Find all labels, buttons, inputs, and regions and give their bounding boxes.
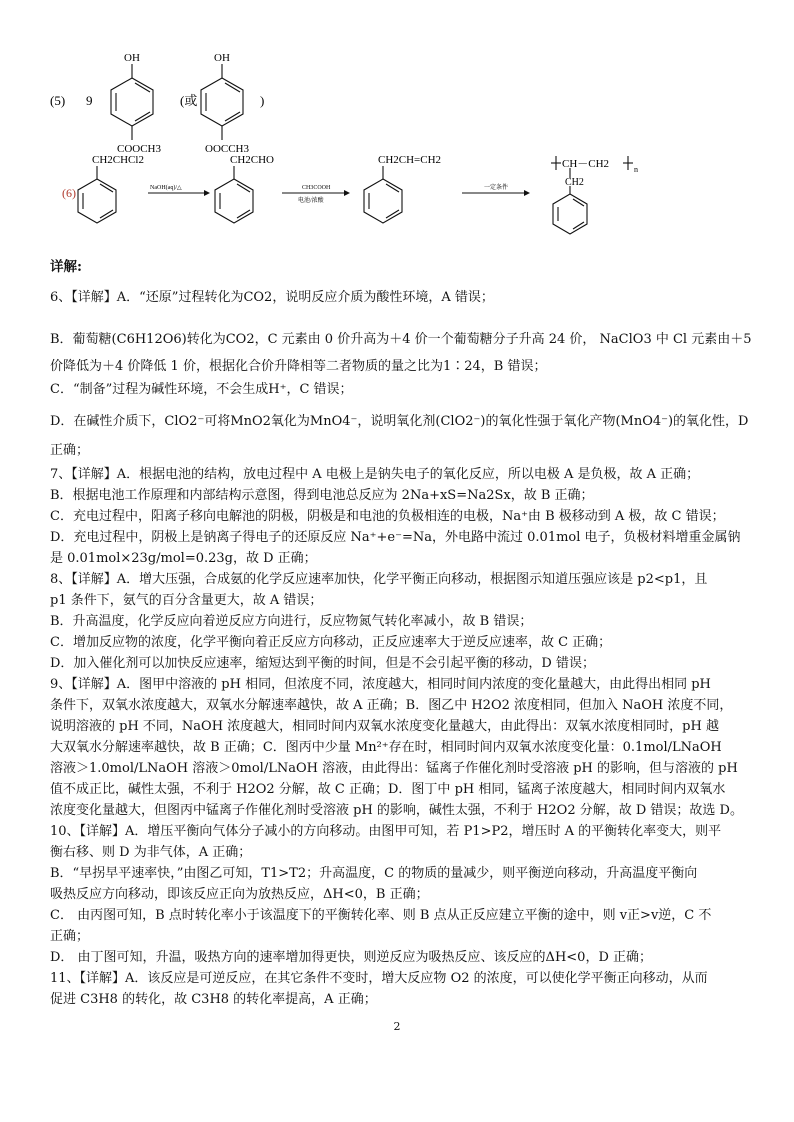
text-line-25: 衡右移、则 D 为非气体，A 正确； [50,845,252,860]
q5-answer: 9 [86,93,93,108]
arrow-1-head [204,190,210,196]
scheme-benzene-1 [78,166,116,223]
text-line-22: 值不成正比，碱性太强，不利于 H2O2 分解，故 C 正确；D．图丁中 pH 相同，锰离子浓度越大，相同时间内双氧水 [50,782,726,797]
text-line-13: p1 条件下，氨气的百分含量更大，故 A 错误； [50,593,323,608]
page-number: 2 [393,1020,401,1033]
text-line-3: 价降低为＋4 价降低 1 价，根据化合价升降相等二者物质的量之比为1∶24，B 错误； [50,359,547,374]
text-line-24: 10、【详解】A．增压平衡向气体分子减小的方向移动。由图甲可知，若 P1>P2，增压时 A 的平衡转化率变大，则平 [50,824,722,839]
text-line-20: 大双氧水分解速率越快，故 B 正确；C．图丙中少量 Mn²⁺存在时，相同时间内双氧水浓度变化量：0.1mol/LNaOH [50,740,722,755]
mid1-substituent: CH2CHO [230,154,275,166]
scheme-benzene-2 [215,166,253,223]
reagent-2-top: CH3COOH [302,185,331,191]
polymer-n: n [634,165,638,174]
text-line-15: C．增加反应物的浓度，化学平衡向着正反应方向移动，正反应速率大于逆反应速率，故 C 正确； [50,635,612,650]
text-line-21: 溶液＞1.0mol/LNaOH 溶液＞0mol/LNaOH 溶液，由此得出：锰离子作催化剂时受溶液 pH 的影响，但与溶液的 pH [50,761,738,776]
start-substituent: CH2CHCl2 [92,154,144,166]
reagent-1: NaOH(aq)/△ [150,185,182,191]
text-line-16: D．加入催化剂可以加快反应速率，缩短达到平衡的时间，但是不会引起平衡的移动，D 错误； [50,656,595,671]
mol1-oh: OH [124,52,140,64]
text-line-17: 9、【详解】A．图甲中溶液的 pH 相同，但浓度不同，浓度越大，相同时间内浓度的变化量越大，由此得出相同 pH [50,677,711,692]
polymer-chain: CH－CH2 [562,158,610,170]
text-line-28: C． 由丙图可知，B 点时转化率小于该温度下的平衡转化率、则 B 点从正反应建立平衡的途中，则 v正>v逆，C 不 [50,908,712,923]
solution-heading: 详解: [50,259,82,275]
mol1-ester: COOCH3 [117,143,162,155]
q6-label: (6) [62,186,76,200]
text-line-6: 正确； [50,443,90,458]
reagent-2-bottom: 电池/浓酸 [298,198,324,204]
mol2-oh: OH [214,52,230,64]
text-line-2: B．葡萄糖(C6H12O6)转化为CO2，C 元素由 0 价升高为＋4 价一个葡萄糖分子升高 24 价， NaClO3 中 Cl 元素由＋5 [50,332,752,347]
text-line-12: 8、【详解】A．增大压强，合成氨的化学反应速率加快，化学平衡正向移动，根据图示知道压强应该是 p2<p1，且 [50,572,708,587]
text-line-23: 浓度变化量越大，但图丙中锰离子作催化剂时受溶液 pH 的影响，碱性太强，不利于 H2O2 分解，故 D 错误；故选 D。 [50,803,743,818]
text-line-11: 是 0.01mol×23g/mol=0.23g，故 D 正确； [50,551,317,566]
arrow-3-head [524,190,530,196]
text-line-32: 促进 C3H8 的转化，故 C3H8 的转化率提高，A 正确； [50,992,377,1007]
or-text: (或 [180,93,198,108]
text-line-18: 条件下，双氧水浓度越大，双氧水分解速率越快，故 A 正确；B．图乙中 H2O2 浓度相同，但加入 NaOH 浓度不同， [50,698,733,713]
arrow-2-head [344,190,350,196]
text-line-19: 说明溶液的 pH 不同，NaOH 浓度越大，相同时间内双氧水浓度变化量越大，由此得出：双氧水浓度相同时，pH 越 [50,719,719,734]
text-line-30: D． 由丁图可知，升温，吸热方向的速率增加得更快，则逆反应为吸热反应、该反应的ΔH<0，D 正确； [50,950,652,965]
text-line-9: C．充电过程中，阳离子移向电解池的阴极，阴极是和电池的负极相连的电极，Na⁺由 B 极移动到 A 极，故 C 错误； [50,509,725,524]
text-line-1: 6、【详解】A．“还原”过程转化为CO2，说明反应介质为酸性环境，A 错误； [50,290,494,305]
text-line-5: D．在碱性介质下，ClO2⁻可将MnO2氧化为MnO4⁻，说明氧化剂(ClO2⁻)的氧化性强于氧化产物(MnO4⁻)的氧化性，D [50,414,749,429]
molecule-2 [201,64,243,140]
scheme-benzene-3 [364,166,402,223]
mid2-substituent: CH2CH=CH2 [378,154,442,166]
reagent-3: 一定条件 [484,185,509,191]
text-line-7: 7、【详解】A．根据电池的结构，放电过程中 A 电极上是钠失电子的氧化反应，所以电极 A 是负极，故 A 正确； [50,467,700,482]
text-line-29: 正确； [50,929,90,944]
text-line-26: B．“早拐早平速率快，”由图乙可知，T1>T2；升高温度，C 的物质的量减少，则平衡逆向移动，升高温度平衡向 [50,866,698,881]
structures-figure [0,0,794,250]
text-line-8: B．根据电池工作原理和内部结构示意图，得到电池总反应为 2Na+xS=Na2Sx，故 B 正确； [50,488,594,503]
molecule-1 [111,64,153,140]
text-line-4: C．“制备”过程为碱性环境，不会生成H⁺，C 错误； [50,382,353,397]
close-paren: ) [260,93,265,108]
text-line-14: B．升高温度，化学反应向着逆反应方向进行，反应物氮气转化率减小，故 B 错误； [50,614,533,629]
text-line-31: 11、【详解】A．该反应是可逆反应，在其它条件不变时，增大反应物 O2 的浓度，可以使化学平衡正向移动，从而 [50,971,708,986]
mol2-ester: OOCCH3 [205,143,250,155]
polymer-side: CH2 [565,177,584,188]
text-line-10: D．充电过程中，阴极上是钠离子得电子的还原反应 Na⁺+e⁻=Na，外电路中流过 0.01mol 电子，负极材料增重金属钠 [50,530,741,545]
text-line-27: 吸热反应方向移动，即该反应正向为放热反应，ΔH<0，B 正确； [50,887,429,902]
q5-label: (5) [50,93,66,108]
